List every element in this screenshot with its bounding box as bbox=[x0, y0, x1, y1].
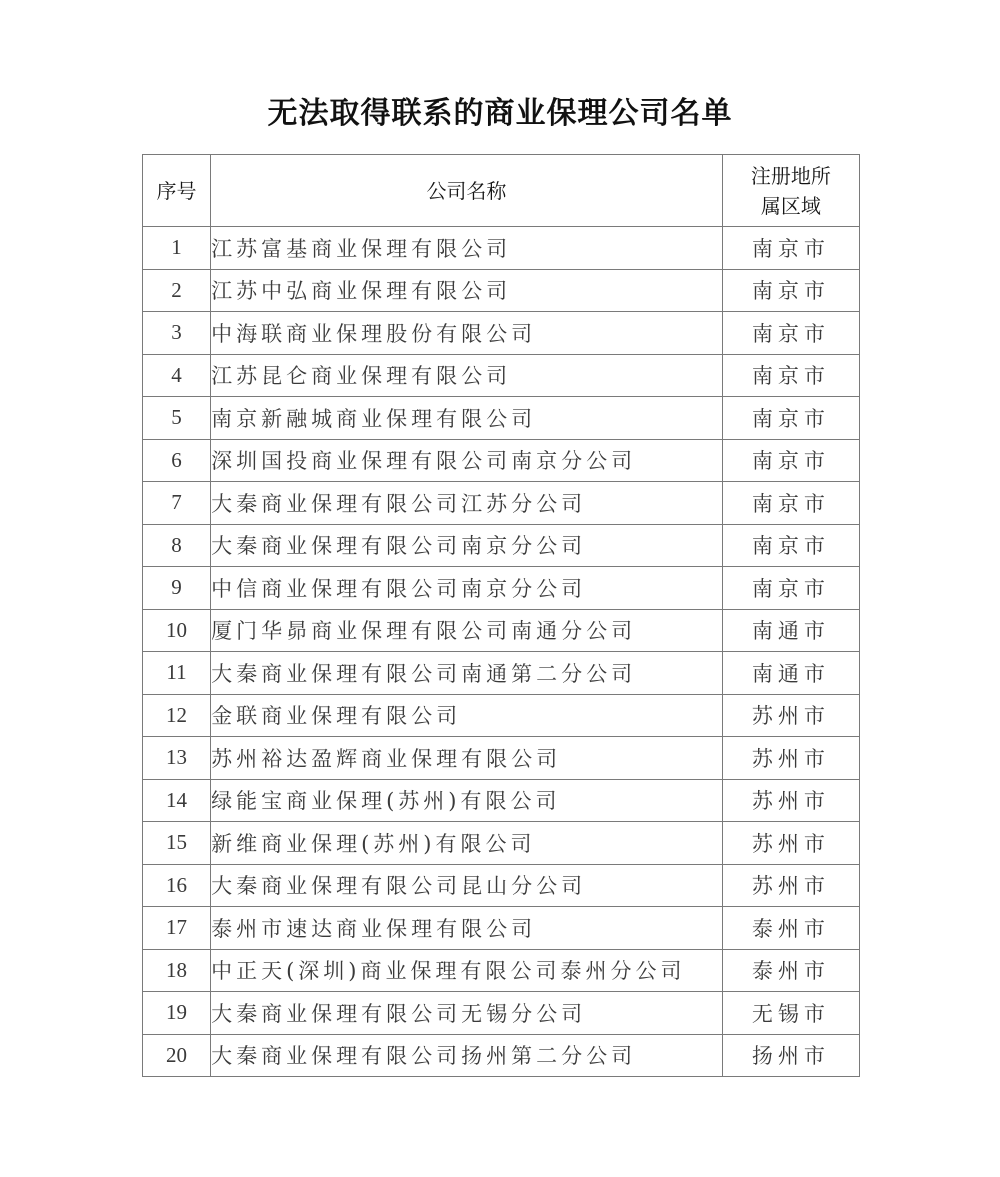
row-company-name: 江苏富基商业保理有限公司 bbox=[211, 227, 723, 270]
row-company-name: 中信商业保理有限公司南京分公司 bbox=[211, 567, 723, 610]
row-company-name: 江苏中弘商业保理有限公司 bbox=[211, 269, 723, 312]
row-company-name: 大秦商业保理有限公司南通第二分公司 bbox=[211, 652, 723, 695]
row-index: 18 bbox=[143, 949, 211, 992]
row-index: 2 bbox=[143, 269, 211, 312]
table-row bbox=[143, 907, 860, 950]
row-region: 南京市 bbox=[722, 397, 859, 440]
row-index: 9 bbox=[143, 567, 211, 610]
table-row bbox=[143, 822, 860, 865]
row-company-name: 泰州市速达商业保理有限公司 bbox=[211, 907, 723, 950]
table-row bbox=[143, 694, 860, 737]
header-company-name: 公司名称 bbox=[211, 155, 723, 227]
row-region: 泰州市 bbox=[722, 907, 859, 950]
row-company-name: 大秦商业保理有限公司无锡分公司 bbox=[211, 992, 723, 1035]
row-region: 苏州市 bbox=[722, 864, 859, 907]
table-row bbox=[143, 737, 860, 780]
table-row bbox=[143, 439, 860, 482]
row-region: 南通市 bbox=[722, 652, 859, 695]
row-index: 1 bbox=[143, 227, 211, 270]
row-company-name: 大秦商业保理有限公司南京分公司 bbox=[211, 524, 723, 567]
row-index: 11 bbox=[143, 652, 211, 695]
row-company-name: 江苏昆仑商业保理有限公司 bbox=[211, 354, 723, 397]
table-row bbox=[143, 524, 860, 567]
table-row bbox=[143, 652, 860, 695]
row-index: 17 bbox=[143, 907, 211, 950]
row-region: 苏州市 bbox=[722, 737, 859, 780]
table-row bbox=[143, 269, 860, 312]
row-index: 13 bbox=[143, 737, 211, 780]
row-company-name: 金联商业保理有限公司 bbox=[211, 694, 723, 737]
row-company-name: 中海联商业保理股份有限公司 bbox=[211, 312, 723, 355]
row-company-name: 中正天(深圳)商业保理有限公司泰州分公司 bbox=[211, 949, 723, 992]
row-region: 南通市 bbox=[722, 609, 859, 652]
table-row bbox=[143, 779, 860, 822]
row-region: 南京市 bbox=[722, 524, 859, 567]
row-region: 南京市 bbox=[722, 269, 859, 312]
table-row bbox=[143, 949, 860, 992]
row-index: 8 bbox=[143, 524, 211, 567]
row-company-name: 新维商业保理(苏州)有限公司 bbox=[211, 822, 723, 865]
row-company-name: 大秦商业保理有限公司昆山分公司 bbox=[211, 864, 723, 907]
row-index: 4 bbox=[143, 354, 211, 397]
row-company-name: 苏州裕达盈辉商业保理有限公司 bbox=[211, 737, 723, 780]
table-row bbox=[143, 1034, 860, 1077]
row-company-name: 大秦商业保理有限公司江苏分公司 bbox=[211, 482, 723, 525]
row-region: 苏州市 bbox=[722, 822, 859, 865]
row-index: 7 bbox=[143, 482, 211, 525]
table-row bbox=[143, 482, 860, 525]
row-index: 15 bbox=[143, 822, 211, 865]
row-index: 20 bbox=[143, 1034, 211, 1077]
table-row bbox=[143, 227, 860, 270]
header-index: 序号 bbox=[143, 155, 211, 227]
table-row bbox=[143, 609, 860, 652]
row-index: 19 bbox=[143, 992, 211, 1035]
row-index: 5 bbox=[143, 397, 211, 440]
row-company-name: 深圳国投商业保理有限公司南京分公司 bbox=[211, 439, 723, 482]
row-region: 南京市 bbox=[722, 354, 859, 397]
page-title: 无法取得联系的商业保理公司名单 bbox=[267, 96, 733, 132]
table-row bbox=[143, 992, 860, 1035]
table-row bbox=[143, 864, 860, 907]
row-index: 6 bbox=[143, 439, 211, 482]
table-row bbox=[143, 312, 860, 355]
row-company-name: 大秦商业保理有限公司扬州第二分公司 bbox=[211, 1034, 723, 1077]
header-region-line-2: 属区域 bbox=[760, 193, 821, 218]
row-index: 10 bbox=[143, 609, 211, 652]
header-registered-region bbox=[722, 155, 859, 227]
row-index: 3 bbox=[143, 312, 211, 355]
row-region: 苏州市 bbox=[722, 779, 859, 822]
row-region: 泰州市 bbox=[722, 949, 859, 992]
row-region: 苏州市 bbox=[722, 694, 859, 737]
table-row bbox=[143, 354, 860, 397]
row-index: 14 bbox=[143, 779, 211, 822]
row-index: 16 bbox=[143, 864, 211, 907]
row-region: 南京市 bbox=[722, 227, 859, 270]
row-region: 南京市 bbox=[722, 439, 859, 482]
row-region: 南京市 bbox=[722, 312, 859, 355]
table-header-row bbox=[143, 155, 860, 227]
row-index: 12 bbox=[143, 694, 211, 737]
row-region: 南京市 bbox=[722, 482, 859, 525]
row-region: 南京市 bbox=[722, 567, 859, 610]
row-company-name: 厦门华昴商业保理有限公司南通分公司 bbox=[211, 609, 723, 652]
row-company-name: 绿能宝商业保理(苏州)有限公司 bbox=[211, 779, 723, 822]
table-row bbox=[143, 397, 860, 440]
company-list-table bbox=[142, 154, 860, 1077]
table-row bbox=[143, 567, 860, 610]
row-region: 无锡市 bbox=[722, 992, 859, 1035]
row-company-name: 南京新融城商业保理有限公司 bbox=[211, 397, 723, 440]
row-region: 扬州市 bbox=[722, 1034, 859, 1077]
header-region-line-1: 注册地所 bbox=[750, 163, 831, 188]
